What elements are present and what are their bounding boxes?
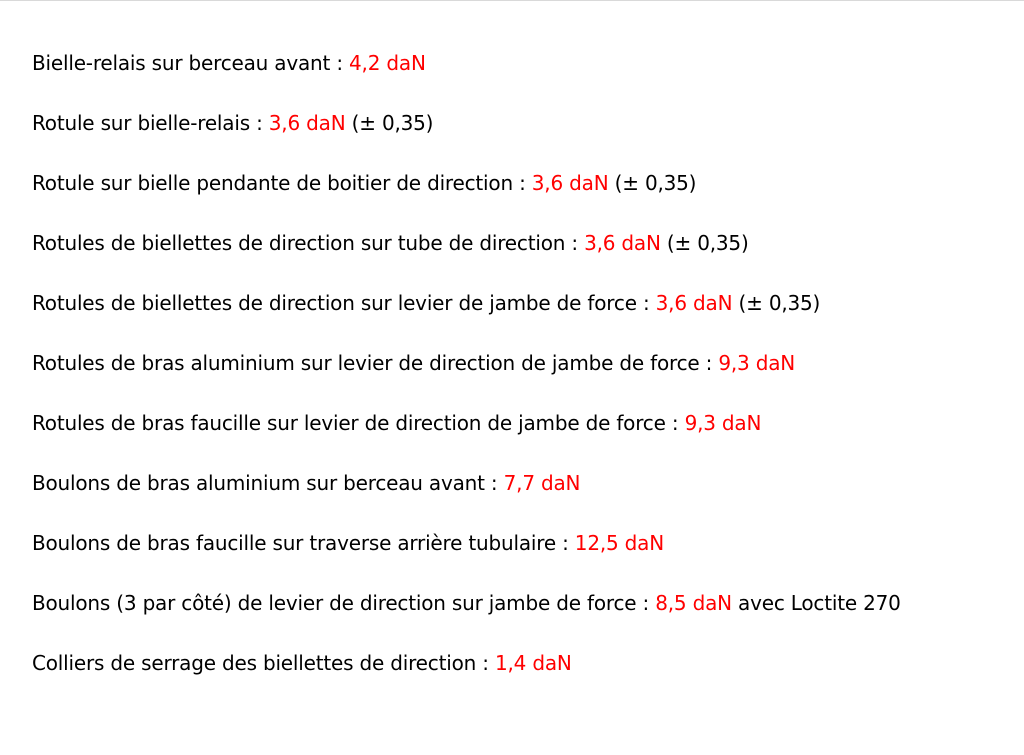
spec-label: Rotule sur bielle-relais : bbox=[32, 111, 269, 135]
spec-label: Rotules de biellettes de direction sur tube de direction : bbox=[32, 231, 585, 255]
torque-spec-list bbox=[32, 46, 901, 706]
spec-line-rotules-biellettes-tube bbox=[32, 226, 901, 286]
spec-label: Rotules de biellettes de direction sur levier de jambe de force : bbox=[32, 291, 656, 315]
spec-line-boulons-levier-direction bbox=[32, 586, 901, 646]
spec-line-rotule-bielle-pendante bbox=[32, 166, 901, 226]
spec-label: Rotules de bras aluminium sur levier de direction de jambe de force : bbox=[32, 351, 719, 375]
spec-value: 9,3 daN bbox=[684, 411, 762, 435]
spec-line-rotules-bras-aluminium bbox=[32, 346, 901, 406]
spec-suffix: (± 0,35) bbox=[660, 231, 749, 255]
spec-value: 3,6 daN bbox=[531, 171, 609, 195]
spec-label: Boulons de bras aluminium sur berceau avant : bbox=[32, 471, 504, 495]
spec-value: 8,5 daN bbox=[655, 591, 732, 615]
top-border bbox=[0, 0, 1024, 1]
spec-line-boulons-bras-faucille bbox=[32, 526, 901, 586]
spec-line-colliers-serrage bbox=[32, 646, 901, 706]
spec-label: Bielle-relais sur berceau avant : bbox=[32, 51, 350, 75]
spec-suffix: (± 0,35) bbox=[608, 171, 697, 195]
spec-label: Boulons de bras faucille sur traverse arrière tubulaire : bbox=[32, 531, 575, 555]
spec-label: Colliers de serrage des biellettes de direction : bbox=[32, 651, 495, 675]
spec-label: Rotule sur bielle pendante de boitier de direction : bbox=[32, 171, 532, 195]
spec-value: 9,3 daN bbox=[718, 351, 796, 375]
spec-line-bielle-relais-berceau bbox=[32, 46, 901, 106]
spec-suffix: (± 0,35) bbox=[345, 111, 434, 135]
spec-value: 1,4 daN bbox=[494, 651, 572, 675]
spec-line-rotules-bras-faucille bbox=[32, 406, 901, 466]
spec-line-rotules-biellettes-levier bbox=[32, 286, 901, 346]
spec-line-boulons-bras-aluminium bbox=[32, 466, 901, 526]
spec-value: 4,2 daN bbox=[349, 51, 426, 75]
spec-line-rotule-bielle-relais bbox=[32, 106, 901, 166]
spec-value: 3,6 daN bbox=[655, 291, 733, 315]
spec-value: 7,7 daN bbox=[503, 471, 581, 495]
spec-label: Boulons (3 par côté) de levier de direction sur jambe de force : bbox=[32, 591, 656, 615]
spec-value: 12,5 daN bbox=[574, 531, 664, 555]
spec-value: 3,6 daN bbox=[584, 231, 661, 255]
spec-suffix: (± 0,35) bbox=[732, 291, 821, 315]
spec-label: Rotules de bras faucille sur levier de direction de jambe de force : bbox=[32, 411, 685, 435]
spec-suffix: avec Loctite 270 bbox=[731, 591, 901, 615]
spec-value: 3,6 daN bbox=[268, 111, 346, 135]
